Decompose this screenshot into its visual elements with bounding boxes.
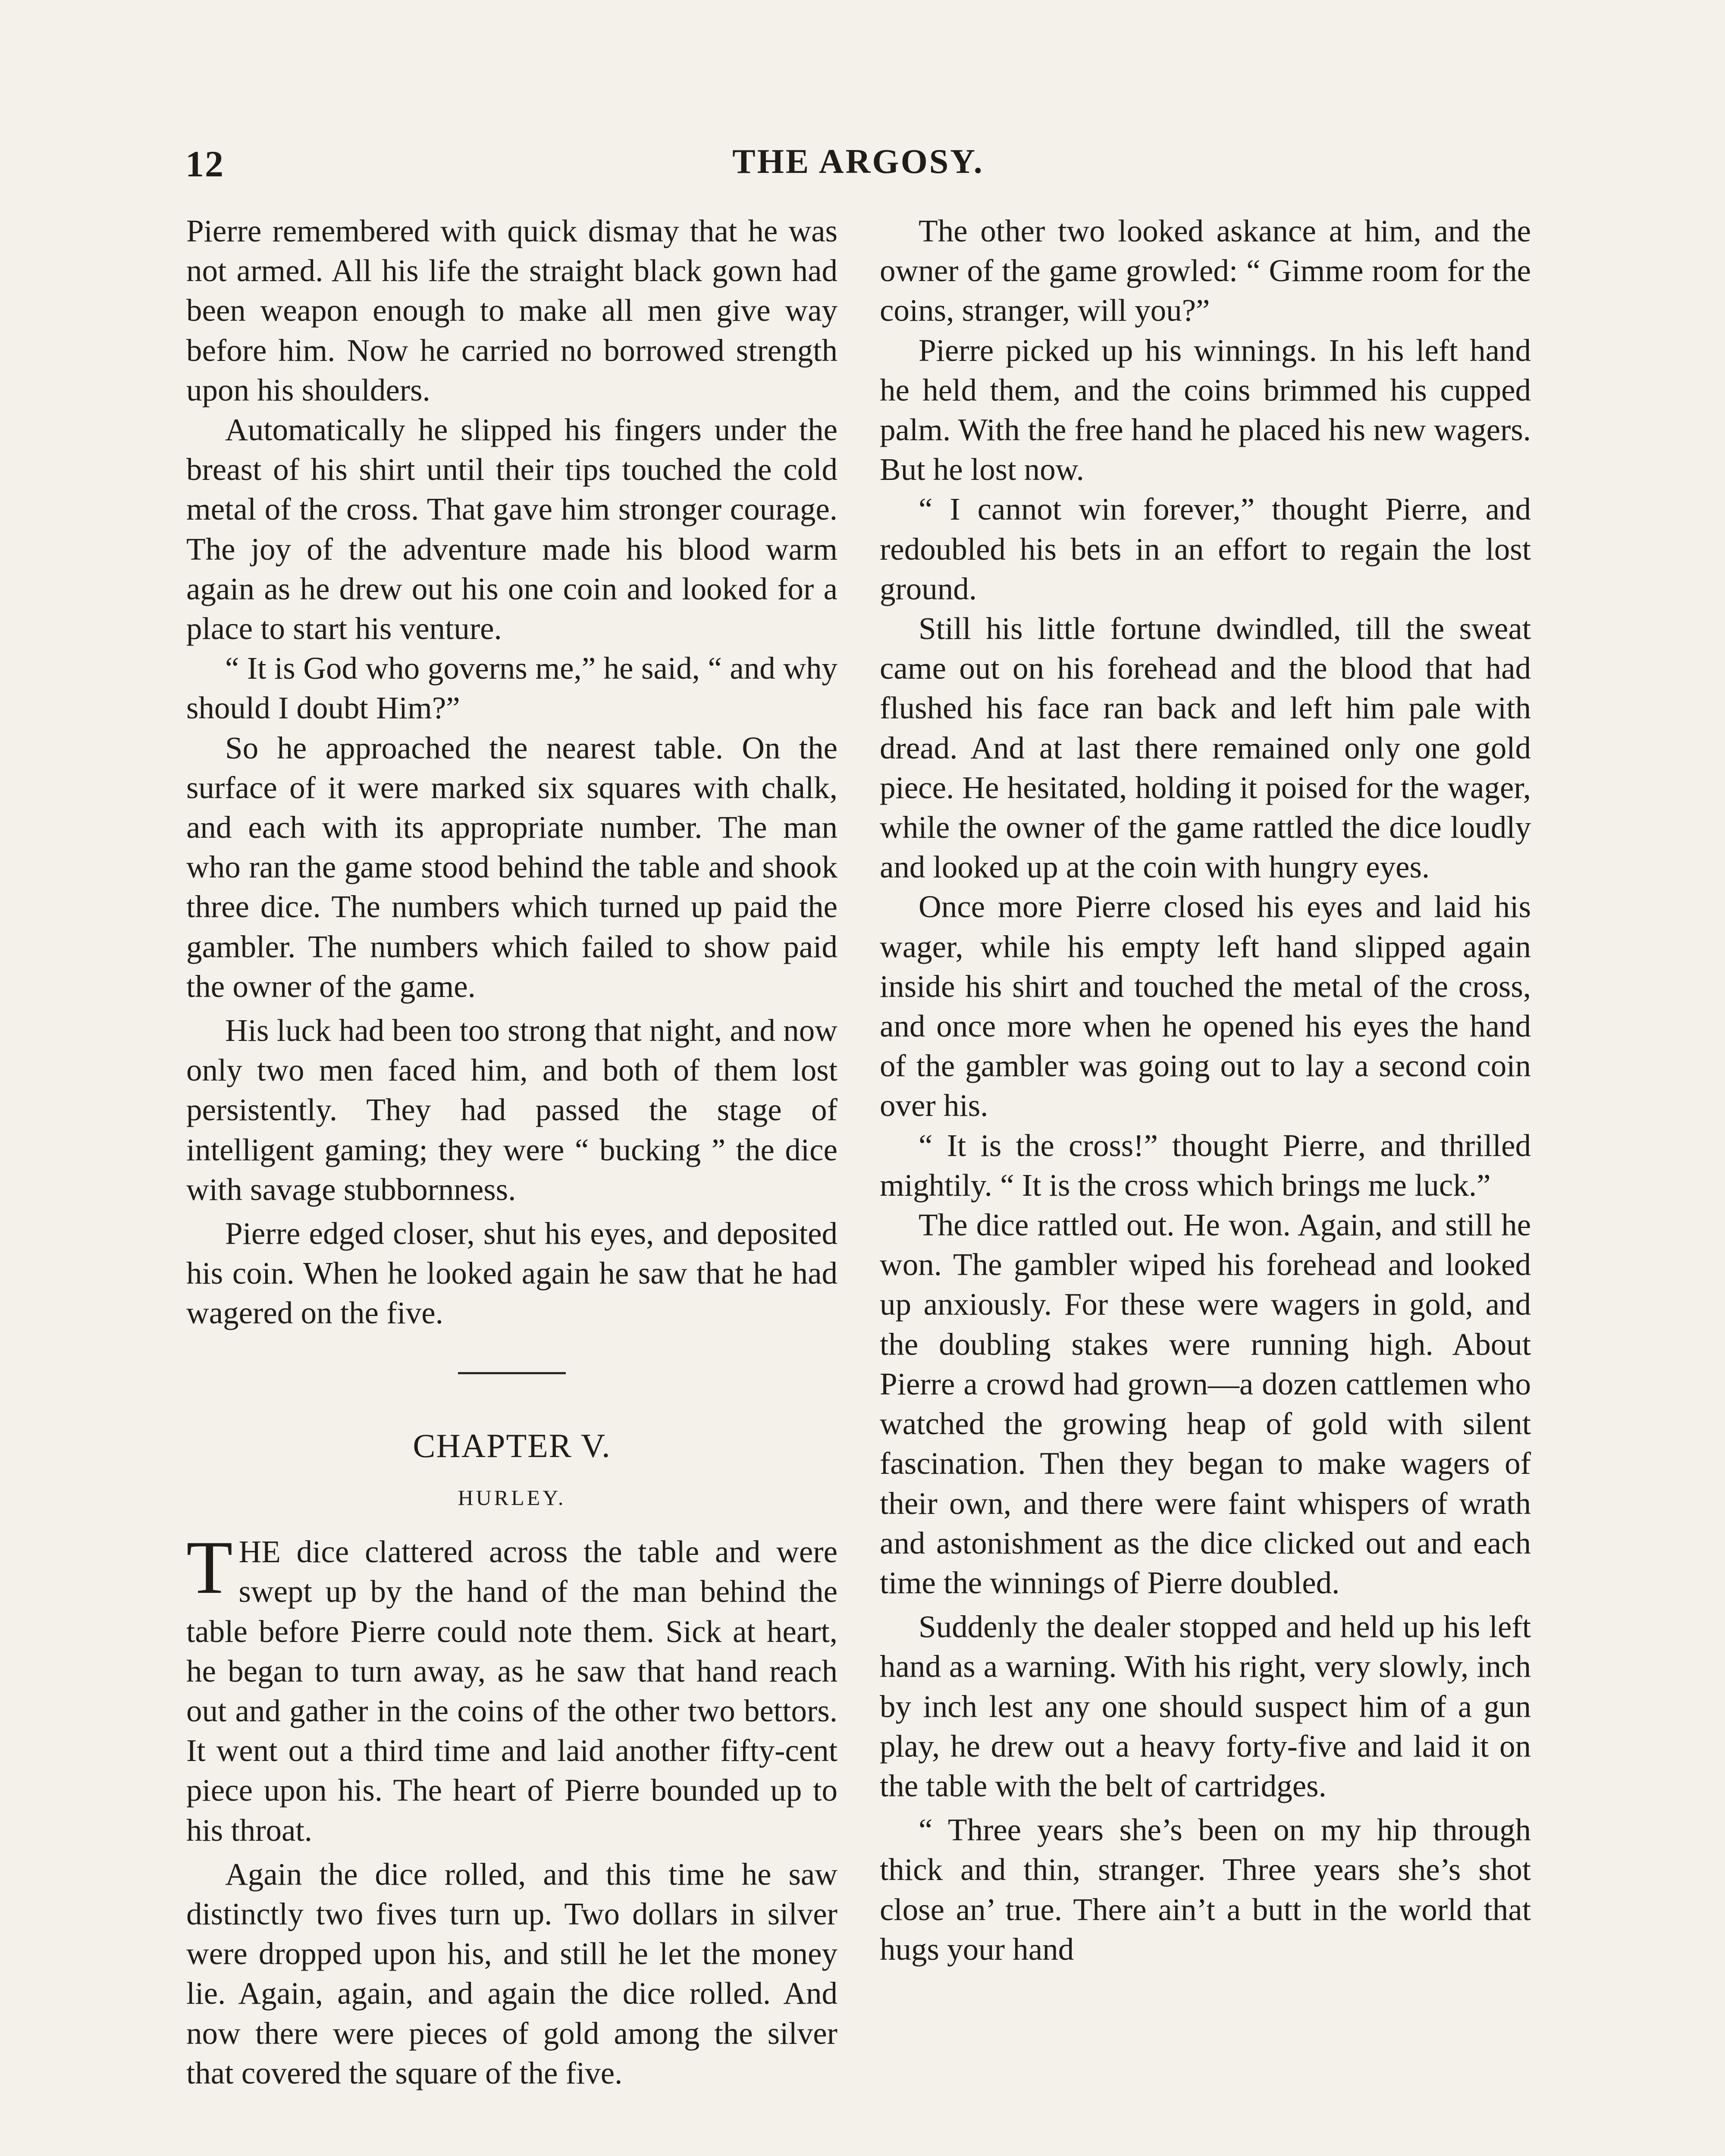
- paragraph: “ Three years she’s been on my hip through thick and thin, stranger. Three years she’s shot close an’ true. There ain’t a butt in the world that hugs your hand: [880, 1812, 1531, 1967]
- paragraph: “ It is God who governs me,” he said, “ and why should I doubt Him?”: [186, 651, 837, 726]
- drop-cap: T: [186, 1526, 233, 1610]
- paragraph: Once more Pierre closed his eyes and laid his wager, while his empty left hand slipped again inside his shirt and touched the metal of the cross, and once more when he opened his eyes the hand of the gambler was going out to lay a second coin over his.: [880, 889, 1531, 1123]
- chapter-opening-text: HE dice clattered across the table and were swept up by the hand of the man behind the table before Pierre could note them. Sick at heart, he began to turn away, as he saw that hand reach out and gather in the coins of the other two bettors. It went out a third time and laid another fifty-cent piece upon his. The heart of Pierre bounded up to his throat.: [186, 1534, 837, 1848]
- paragraph: Automatically he slipped his fingers under the breast of his shirt until their tips touched the cold metal of the cross. That gave him stronger courage. The joy of the adventure made his blood warm again as he drew out his one coin and looked for a place to start his venture.: [186, 412, 837, 646]
- paragraph: His luck had been too strong that night, and now only two men faced him, and both of them lost persistently. They had passed the stage of intelligent gaming; they were “ bucking ” the dice with savage stubbornness.: [186, 1013, 837, 1207]
- paragraph: Again the dice rolled, and this time he saw distinctly two fives turn up. Two dollars in silver were dropped upon his, and still he let the money lie. Again, again, and again the dice rolled. And now there were pieces of gold among the silver that covered the square of the five.: [186, 1856, 837, 2090]
- paragraph: Pierre remembered with quick dismay that he was not armed. All his life the straight black gown had been weapon enough to make all men give way before him. Now he carried no borrowed strength upon his shoulders.: [186, 213, 837, 407]
- section-divider: [458, 1372, 566, 1374]
- paragraph: The dice rattled out. He won. Again, and still he won. The gambler wiped his forehead and looked up anxiously. For these were wagers in gold, and the doubling stakes were running high. About Pierre a crowd had grown—a dozen cattlemen who watched the growing heap of gold with silent fascination. Then they began to make wagers of their own, and there were faint whispers of wrath and astonishment as the dice clicked out and each time the winnings of Pierre doubled.: [880, 1207, 1531, 1600]
- paragraph: The other two looked askance at him, and the owner of the game growled: “ Gimme room for the coins, stranger, will you?”: [880, 213, 1531, 328]
- paragraph: Still his little fortune dwindled, till the sweat came out on his forehead and the blood that had flushed his face ran back and left him pale with dread. And at last there remained only one gold piece. He hesitated, holding it poised for the wager, while the owner of the game rattled the dice loudly and looked up at the coin with hungry eyes.: [880, 611, 1531, 885]
- chapter-subtitle: HURLEY.: [458, 1485, 566, 1510]
- paragraph: “ I cannot win forever,” thought Pierre, and redoubled his bets in an effort to regain the lost ground.: [880, 492, 1531, 606]
- page-header: [185, 142, 1531, 198]
- chapter-title: CHAPTER V.: [413, 1426, 611, 1464]
- paragraph: “ It is the cross!” thought Pierre, and thrilled mightily. “ It is the cross which brings me luck.”: [880, 1128, 1531, 1203]
- chapter-opening-paragraph: [186, 1526, 837, 1850]
- running-title: THE ARGOSY.: [732, 143, 984, 181]
- paragraph: Suddenly the dealer stopped and held up his left hand as a warning. With his right, very slowly, inch by inch lest any one should suspect him of a gun play, he drew out a heavy forty-five and laid it on the table with the belt of cartridges.: [880, 1609, 1531, 1803]
- right-column: [880, 211, 1531, 1969]
- left-column: [186, 211, 837, 2093]
- paragraph: Pierre picked up his winnings. In his left hand he held them, and the coins brimmed his cupped palm. With the free hand he placed his new wagers. But he lost now.: [880, 332, 1531, 487]
- paragraph: So he approached the nearest table. On the surface of it were marked six squares with chalk, and each with its appropriate number. The man who ran the game stood behind the table and shook three dice. The numbers which turned up paid the gambler. The numbers which failed to show paid the owner of the game.: [186, 730, 837, 1004]
- page-number: 12: [185, 143, 224, 185]
- paragraph: Pierre edged closer, shut his eyes, and deposited his coin. When he looked again he saw that he had wagered on the five.: [186, 1216, 837, 1331]
